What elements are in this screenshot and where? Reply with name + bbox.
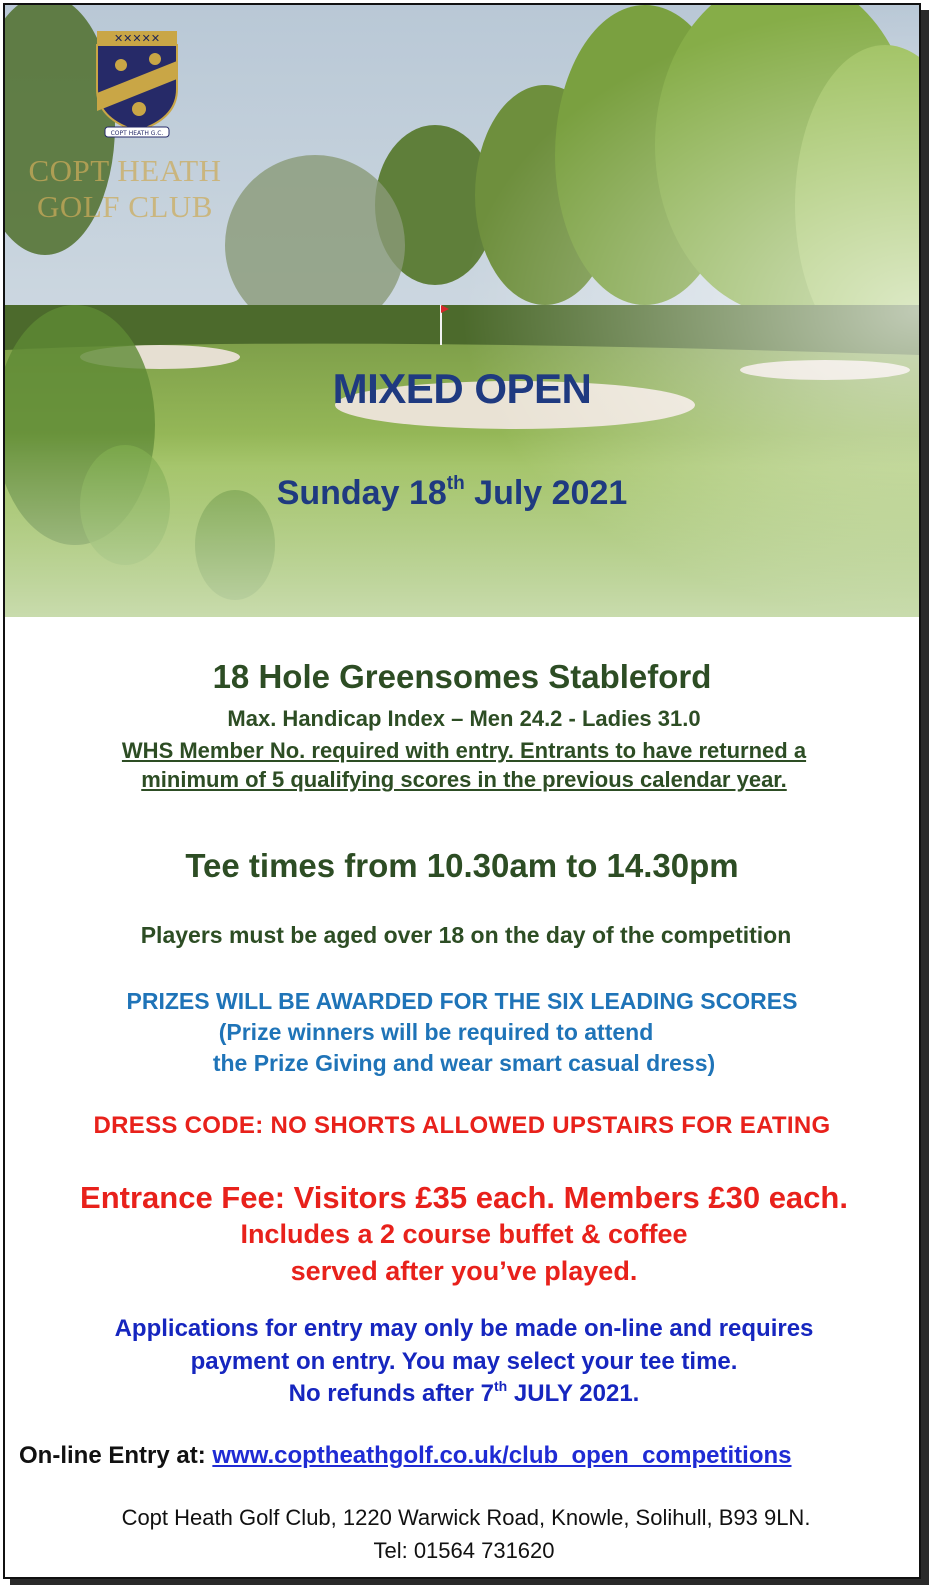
svg-text:✕✕✕✕✕: ✕✕✕✕✕ <box>113 32 161 45</box>
applications-line1: Applications for entry may only be made on-line and requires <box>114 1315 814 1342</box>
club-address: Copt Heath Golf Club, 1220 Warwick Road, Knowle, Solihull, B93 9LN. <box>121 1505 811 1530</box>
age-rule: Players must be aged over 18 on the day of the competition <box>140 922 792 948</box>
poster <box>3 3 921 1579</box>
refund-deadline: No refunds after 7th JULY 2021. <box>288 1378 640 1407</box>
event-date: Sunday 18th July 2021 <box>276 473 628 512</box>
event-title: MIXED OPEN <box>332 365 592 412</box>
frame-shadow-bottom <box>10 1579 929 1585</box>
tee-times: Tee times from 10.30am to 14.30pm <box>185 847 739 884</box>
online-entry <box>19 1442 792 1470</box>
fee-includes-line2: served after you’ve played. <box>290 1256 638 1286</box>
applications-line2: payment on entry. You may select your tee time. <box>190 1348 738 1375</box>
whs-requirement-line1: WHS Member No. required with entry. Entrants to have returned a <box>121 738 807 763</box>
club-crest-logo <box>91 27 183 139</box>
club-name-watermark: COPT HEATH GOLF CLUB <box>28 153 222 224</box>
prizes-note-line1: (Prize winners will be required to attend <box>218 1019 654 1045</box>
hero-photo <box>5 5 919 617</box>
online-entry-link[interactable]: www.coptheathgolf.co.uk/club_open_competitions <box>212 1442 792 1469</box>
svg-text:COPT HEATH G.C.: COPT HEATH G.C. <box>110 130 164 137</box>
fee-includes-line1: Includes a 2 course buffet & coffee <box>240 1219 688 1249</box>
dress-code: DRESS CODE: NO SHORTS ALLOWED UPSTAIRS FOR EATING <box>93 1112 831 1139</box>
whs-requirement-line2: minimum of 5 qualifying scores in the previous calendar year. <box>141 767 787 792</box>
handicap-limits: Max. Handicap Index – Men 24.2 - Ladies 31.0 <box>227 706 701 731</box>
competition-format: 18 Hole Greensomes Stableford <box>212 658 712 695</box>
prizes-heading: PRIZES WILL BE AWARDED FOR THE SIX LEADING SCORES <box>126 988 798 1014</box>
club-telephone: Tel: 01564 731620 <box>373 1538 555 1563</box>
entrance-fee: Entrance Fee: Visitors £35 each. Members £30 each. <box>80 1180 848 1215</box>
prizes-note-line2: the Prize Giving and wear smart casual dress) <box>212 1050 716 1076</box>
frame-shadow-right <box>921 10 929 1583</box>
online-entry-label: On-line Entry at: <box>19 1442 213 1469</box>
